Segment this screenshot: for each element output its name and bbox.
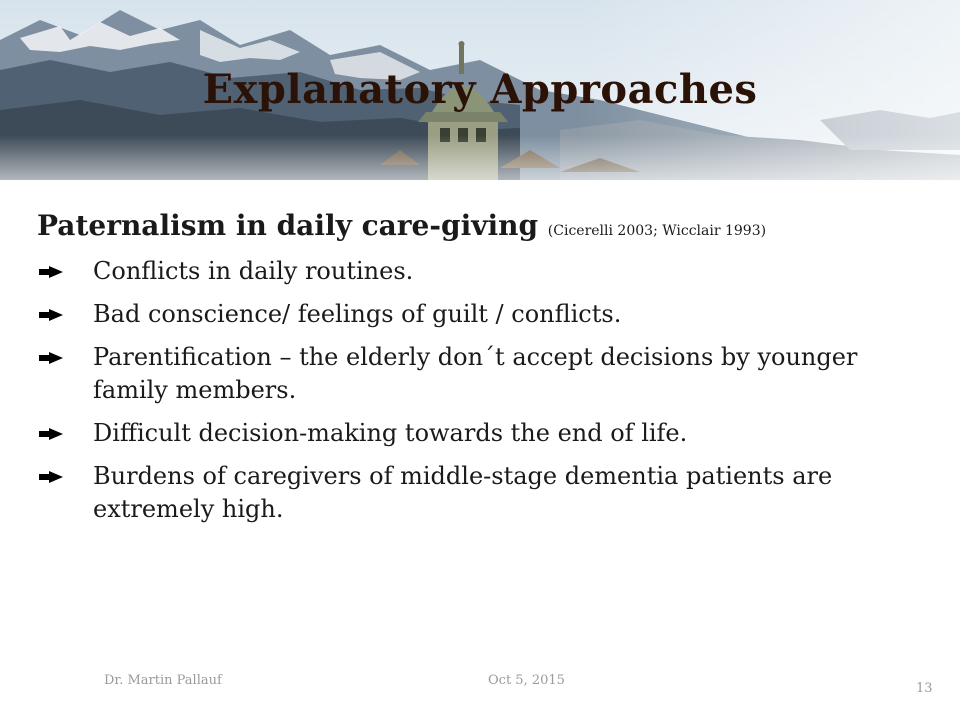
arrow-bullet-icon (39, 428, 63, 440)
arrow-bullet-icon (39, 471, 63, 483)
list-item (37, 298, 917, 331)
slide-title: Explanatory Approaches (202, 66, 758, 113)
list-item (37, 460, 917, 526)
list-item (37, 341, 917, 407)
list-item (37, 417, 917, 450)
arrow-bullet-icon (39, 352, 63, 364)
bullet-list (37, 255, 917, 526)
bullet-text: Burdens of caregivers of middle-stage dementia patients are extremely high. (93, 462, 833, 523)
slide-body (37, 206, 917, 536)
bullet-text: Conflicts in daily routines. (93, 257, 414, 285)
arrow-bullet-icon (39, 266, 63, 278)
list-item (37, 255, 917, 288)
bullet-text: Bad conscience/ feelings of guilt / conflicts. (93, 300, 622, 328)
citation: (Cicerelli 2003; Wicclair 1993) (547, 223, 767, 239)
section-heading (37, 206, 917, 251)
page-number: 13 (916, 681, 933, 696)
arrow-bullet-icon (39, 309, 63, 321)
bullet-text: Difficult decision-making towards the end of life. (93, 419, 688, 447)
heading-text: Paternalism in daily care-giving (37, 209, 539, 242)
footer-date: Oct 5, 2015 (488, 673, 565, 688)
bullet-text: Parentification – the elderly don´t accept decisions by younger family members. (93, 343, 858, 404)
footer-author: Dr. Martin Pallauf (104, 673, 222, 688)
